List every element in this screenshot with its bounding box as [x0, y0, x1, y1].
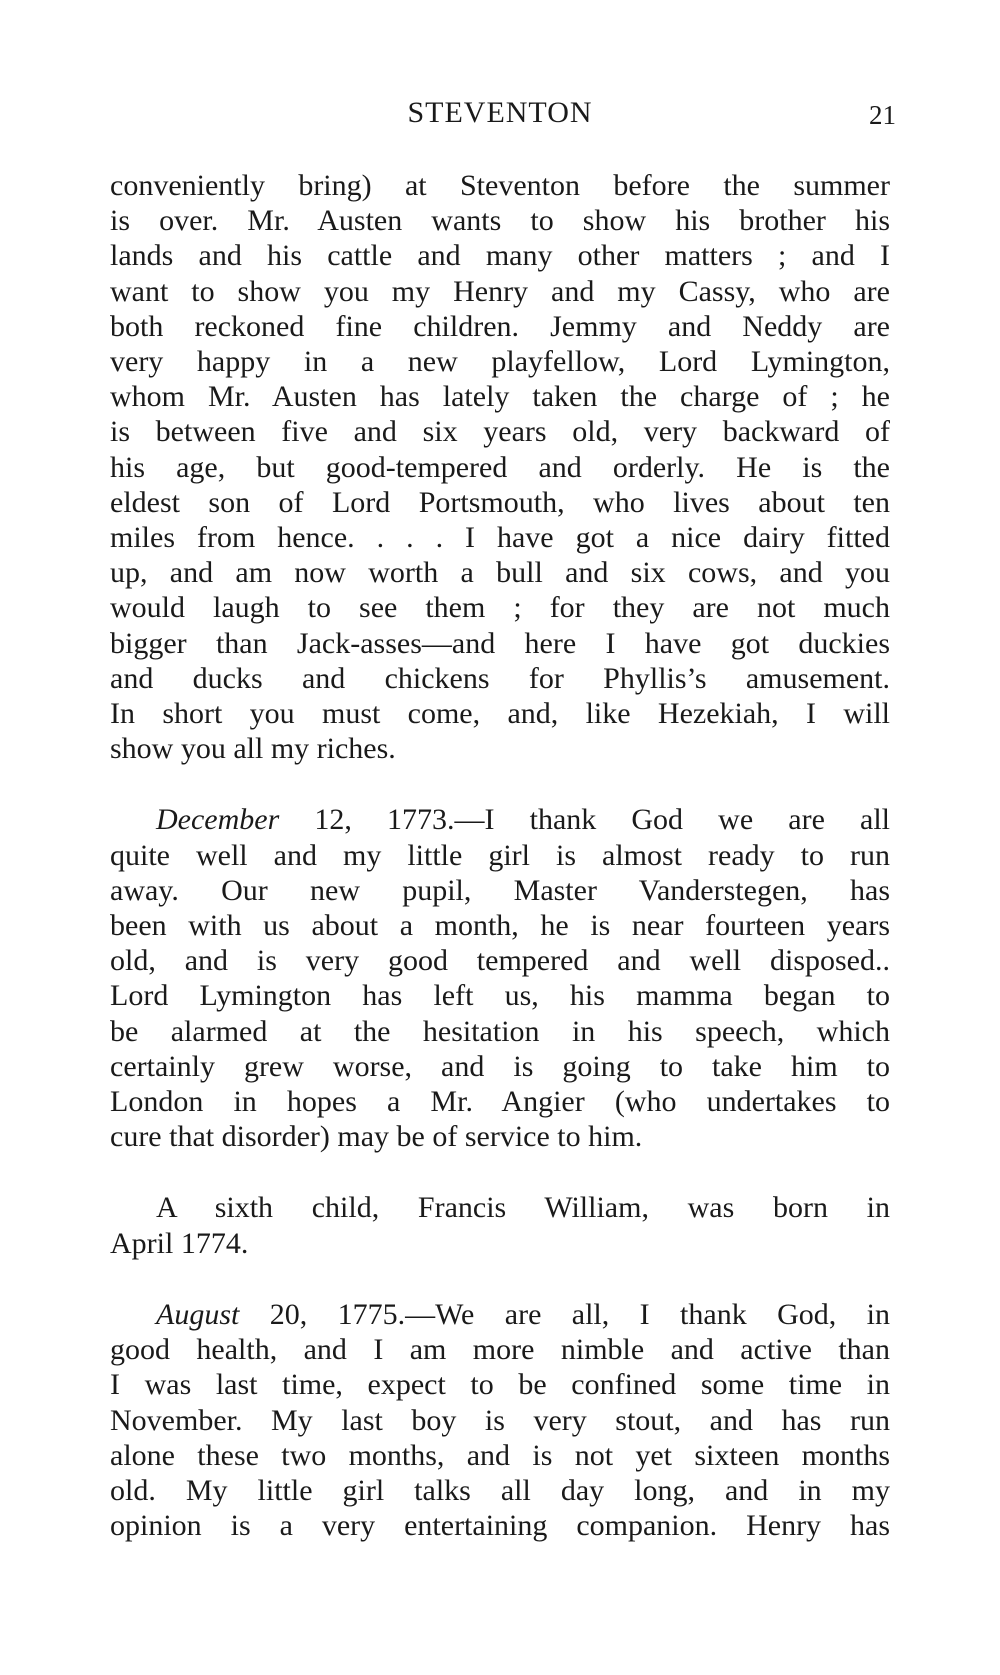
- text-line: cure that disorder) may be of service to him.: [110, 1120, 643, 1154]
- text-line: both reckoned fine children. Jemmy and Neddy are: [110, 309, 890, 343]
- text-line: old, and is very good tempered and well disposed..: [110, 944, 890, 978]
- entry-date: August: [156, 1297, 240, 1331]
- text-line: been with us about a month, he is near fourteen years: [110, 909, 890, 943]
- text-line: show you all my riches.: [110, 732, 396, 766]
- text-line: I was last time, expect to be confined some time in: [110, 1368, 890, 1402]
- text-line: lands and his cattle and many other matters ; and I: [110, 239, 890, 273]
- text-line: is over. Mr. Austen wants to show his brother his: [110, 204, 890, 238]
- text-line: want to show you my Henry and my Cassy, who are: [110, 274, 890, 308]
- paragraph-letter-continuation: [110, 168, 890, 766]
- text-line: certainly grew worse, and is going to take him to: [110, 1049, 890, 1083]
- text-line: Lord Lymington has left us, his mamma began to: [110, 979, 890, 1013]
- text-line: [110, 802, 890, 837]
- paragraph-sixth-child: [110, 1190, 890, 1260]
- entry-first-line: 20, 1775.—We are all, I thank God, in: [239, 1297, 890, 1331]
- text-line: good health, and I am more nimble and active than: [110, 1333, 890, 1367]
- text-line: A sixth child, Francis William, was born in: [156, 1191, 890, 1225]
- text-line: would laugh to see them ; for they are not much: [110, 591, 890, 625]
- paragraph-gap: [110, 766, 890, 802]
- entry-date: December: [156, 803, 280, 837]
- text-line: miles from hence. . . . I have got a nice dairy fitted: [110, 521, 890, 555]
- text-line: bigger than Jack-asses—and here I have got duckies: [110, 626, 890, 660]
- text-line: is between five and six years old, very backward of: [110, 415, 890, 449]
- paragraph-gap: [110, 1261, 890, 1297]
- running-head: [110, 96, 896, 136]
- text-line: alone these two months, and is not yet sixteen months: [110, 1438, 890, 1472]
- text-line: quite well and my little girl is almost ready to run: [110, 838, 890, 872]
- text-line: his age, but good-tempered and orderly. He is the: [110, 450, 890, 484]
- text-line: be alarmed at the hesitation in his speech, which: [110, 1014, 890, 1048]
- text-line: [110, 1297, 890, 1332]
- paragraph-gap: [110, 1154, 890, 1190]
- text-line: very happy in a new playfellow, Lord Lymington,: [110, 345, 890, 379]
- text-line: conveniently bring) at Steventon before the summer: [110, 169, 890, 202]
- paragraph-august-1775: [110, 1297, 890, 1543]
- text-line: up, and am now worth a bull and six cows, and you: [110, 556, 890, 590]
- text-line: opinion is a very entertaining companion. Henry has: [110, 1509, 890, 1543]
- text-line: and ducks and chickens for Phyllis’s amusement.: [110, 661, 890, 695]
- running-title: STEVENTON: [407, 96, 593, 129]
- text-line: away. Our new pupil, Master Vanderstegen, has: [110, 873, 890, 907]
- entry-first-line: 12, 1773.—I thank God we are all: [279, 803, 890, 837]
- page-number: 21: [869, 100, 896, 130]
- text-line: whom Mr. Austen has lately taken the charge of ; he: [110, 380, 890, 414]
- text-line: eldest son of Lord Portsmouth, who lives about ten: [110, 485, 890, 519]
- text-line: April 1774.: [110, 1226, 249, 1260]
- text-line: London in hopes a Mr. Angier (who undertakes to: [110, 1085, 890, 1119]
- text-line: old. My little girl talks all day long, and in my: [110, 1473, 890, 1507]
- text-line: In short you must come, and, like Hezekiah, I will: [110, 697, 890, 731]
- text-line: November. My last boy is very stout, and has run: [110, 1403, 890, 1437]
- body-text: [110, 168, 890, 1543]
- paragraph-december-1773: [110, 802, 890, 1154]
